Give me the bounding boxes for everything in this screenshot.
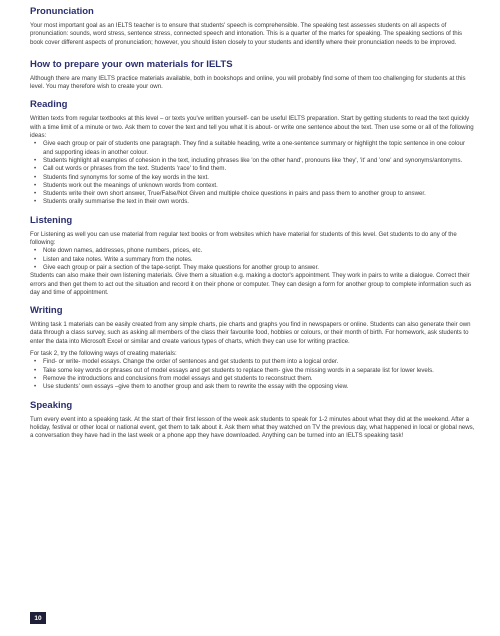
speaking-heading: Speaking — [30, 399, 73, 411]
pronunciation-text: Your most important goal as an IELTS teacher is to ensure that students' speech is comprehensible. The speaking test assesses students on all aspects of pronunciation: sounds, word stress, sentence stress, connected speech and intonation. This is a quarter of the marks for speaking. The speaking sections of this book cover different aspects of pronunciation; however, you should listen closely to your students and identify where their pronunciation needs to be improved. — [30, 22, 462, 46]
list-item: • Give each group or pair of students one paragraph. They find a suitable heading, write a one-sentence summary or highlight the topic sentence in one colour and supporting ideas in another colour. — [34, 140, 465, 156]
pronunciation-heading: Pronunciation — [30, 6, 94, 17]
page-content — [30, 6, 476, 440]
listening-heading: Listening — [30, 214, 73, 226]
reading-heading: Reading — [30, 99, 68, 111]
list-item: • Students write their own short answer, True/False/Not Given and multiple choice questions in pairs and pass them to another group to answer. — [34, 190, 426, 198]
writing-bullet-list — [30, 358, 476, 391]
listening-bullet-list — [30, 247, 476, 272]
list-item: • Remove the introductions and conclusions from model essays and get students to reconstruct them. — [34, 374, 313, 382]
list-item: • Students work out the meanings of unknown words from context. — [34, 181, 218, 189]
writing-heading: Writing — [30, 305, 63, 317]
list-item: • Students find synonyms for some of the key words in the text. — [34, 173, 209, 181]
materials-heading: How to prepare your own materials for IELTS — [30, 58, 233, 70]
listening-outro: Students can also make their own listening materials. Give them a situation e.g. making a doctor's appointment. They work in pairs to write a dialogue. Correct their errors and then get them to act out the situation and record it on their phone or computer. They can design a form for another group to complete information such as day and time of appointment. — [30, 272, 472, 296]
page-number-badge: 10 — [30, 612, 46, 624]
materials-text: Although there are many IELTS practice materials available, both in bookshops and online, you will probably find some of them too challenging for students at this level. You may therefore wish to create your own. — [30, 74, 466, 91]
writing-task2-intro: For task 2, try the following ways of creating materials: — [30, 350, 177, 358]
reading-bullet-list — [30, 140, 476, 206]
list-item: • Note down names, addresses, phone numbers, prices, etc. — [34, 247, 203, 255]
listening-intro: For Listening as well you can use material from regular text books or from websites which have material for students of this level. Get students to do any of the following: — [30, 230, 457, 247]
reading-intro: Written texts from regular textbooks at this level – or texts you've written yourself- can be useful IELTS preparation. Start by getting students to read the text quickly with a time limit of a minute or two. Ask them to cover the text and tell you what it is about- or write one sentence about the text. Then use some or all of the following ideas: — [30, 115, 474, 140]
list-item: • Call out words or phrases from the text. Students 'race' to find them. — [34, 165, 227, 173]
list-item: • Take some key words or phrases out of model essays and get students to replace them- give the missing words in a separate list for lower levels. — [34, 366, 434, 374]
list-item: • Listen and take notes. Write a summary from the notes. — [34, 255, 193, 263]
list-item: • Students orally summarise the text in their own words. — [34, 198, 189, 206]
list-item: • Use students' own essays –give them to another group and ask them to rewrite the essay with the opposing view. — [34, 383, 349, 391]
list-item: • Give each group or pair a section of the tape-script. They make questions for another group to answer. — [34, 263, 319, 271]
speaking-text: Turn every event into a speaking task. At the start of their first lesson of the week ask students to speak for 1-2 minutes about what they did at the weekend. After a holiday, festival or other local or national event, get them to talk about it. Ask them what they watched on TV the previous day, what happened in local or global news, a conversation they have had in the last week or a phone app they have downloaded. Anything can be turned into an IELTS speaking task! — [30, 415, 475, 440]
list-item: • Students highlight all examples of cohesion in the text, including phrases like 'on the other hand', pronouns like 'they', 'it' and 'one' and synonyms/antonyms. — [34, 156, 463, 164]
list-item: • Find- or write- model essays. Change the order of sentences and get students to put them into a logical order. — [34, 358, 339, 366]
writing-intro: Writing task 1 materials can be easily created from any simple charts, pie charts and graphs you find in newspapers or online. Students can also generate their own data through a class survey, such as asking all members of the class their favourite food, hobbies or colours, or their month of birth. For homework, ask students to enter the data into Microsoft Excel or similar and create various types of charts, which they can use for writing practice. — [30, 321, 471, 345]
